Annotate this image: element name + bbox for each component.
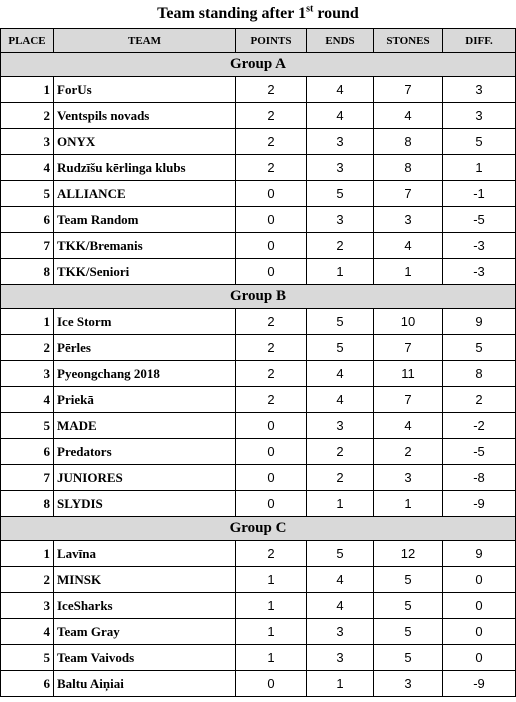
cell-points: 0 [236,259,307,285]
cell-team: MADE [54,413,236,439]
table-row [1,103,516,129]
cell-ends: 4 [307,593,374,619]
table-row [1,309,516,335]
cell-place: 6 [1,207,54,233]
cell-place: 6 [1,671,54,697]
cell-team: TKK/Bremanis [54,233,236,259]
cell-place: 4 [1,155,54,181]
cell-team: ForUs [54,77,236,103]
cell-team: SLYDIS [54,491,236,517]
table-row [1,671,516,697]
cell-team: Rudzīšu kērlinga klubs [54,155,236,181]
table-row [1,645,516,671]
title-main: Team standing after 1 [157,5,307,22]
standings-table [0,28,516,697]
header-team: TEAM [54,29,236,53]
cell-points: 2 [236,77,307,103]
cell-points: 2 [236,129,307,155]
cell-diff: 0 [443,619,516,645]
cell-diff: 8 [443,361,516,387]
table-row [1,413,516,439]
cell-team: IceSharks [54,593,236,619]
cell-stones: 3 [374,207,443,233]
cell-diff: -9 [443,671,516,697]
cell-points: 0 [236,671,307,697]
cell-place: 5 [1,181,54,207]
cell-team: Predators [54,439,236,465]
cell-place: 2 [1,567,54,593]
cell-ends: 4 [307,103,374,129]
cell-stones: 5 [374,567,443,593]
cell-place: 1 [1,309,54,335]
cell-stones: 7 [374,387,443,413]
cell-team: TKK/Seniori [54,259,236,285]
cell-ends: 3 [307,645,374,671]
cell-ends: 3 [307,155,374,181]
cell-points: 2 [236,387,307,413]
cell-stones: 5 [374,645,443,671]
cell-ends: 3 [307,129,374,155]
cell-diff: 2 [443,387,516,413]
cell-points: 1 [236,567,307,593]
header-place: PLACE [1,29,54,53]
table-row [1,259,516,285]
cell-team: JUNIORES [54,465,236,491]
group-header-row [1,53,516,77]
title-superscript: st [306,3,314,15]
cell-ends: 1 [307,259,374,285]
group-header-row [1,517,516,541]
cell-diff: 0 [443,567,516,593]
cell-place: 5 [1,645,54,671]
cell-stones: 3 [374,671,443,697]
cell-stones: 11 [374,361,443,387]
cell-points: 2 [236,361,307,387]
cell-place: 6 [1,439,54,465]
table-row [1,593,516,619]
cell-points: 1 [236,645,307,671]
cell-stones: 2 [374,439,443,465]
title-rest: round [313,5,359,22]
cell-place: 3 [1,129,54,155]
cell-diff: 5 [443,335,516,361]
cell-place: 1 [1,541,54,567]
cell-diff: -5 [443,207,516,233]
cell-ends: 5 [307,181,374,207]
cell-team: Pyeongchang 2018 [54,361,236,387]
cell-team: Team Random [54,207,236,233]
cell-points: 2 [236,335,307,361]
cell-place: 2 [1,335,54,361]
cell-place: 7 [1,233,54,259]
cell-stones: 4 [374,103,443,129]
table-row [1,567,516,593]
cell-stones: 8 [374,129,443,155]
table-header [1,29,516,53]
cell-points: 1 [236,619,307,645]
cell-ends: 2 [307,233,374,259]
cell-points: 2 [236,155,307,181]
cell-ends: 5 [307,541,374,567]
cell-ends: 4 [307,361,374,387]
cell-team: Lavīna [54,541,236,567]
cell-team: Ice Storm [54,309,236,335]
table-row [1,465,516,491]
cell-ends: 2 [307,439,374,465]
cell-stones: 8 [374,155,443,181]
table-row [1,387,516,413]
cell-diff: 9 [443,541,516,567]
cell-diff: -8 [443,465,516,491]
group-header-row [1,285,516,309]
header-stones: STONES [374,29,443,53]
table-row [1,77,516,103]
header-diff: DIFF. [443,29,516,53]
cell-place: 1 [1,77,54,103]
cell-diff: -2 [443,413,516,439]
header-ends: ENDS [307,29,374,53]
cell-stones: 7 [374,335,443,361]
cell-diff: -3 [443,233,516,259]
cell-place: 3 [1,361,54,387]
cell-diff: 1 [443,155,516,181]
cell-points: 0 [236,439,307,465]
header-row [1,29,516,53]
table-row [1,439,516,465]
cell-team: Baltu Aiņiai [54,671,236,697]
cell-place: 7 [1,465,54,491]
cell-stones: 1 [374,491,443,517]
cell-ends: 4 [307,567,374,593]
table-row [1,129,516,155]
cell-stones: 7 [374,77,443,103]
cell-points: 0 [236,413,307,439]
cell-ends: 2 [307,465,374,491]
cell-diff: -3 [443,259,516,285]
header-points: POINTS [236,29,307,53]
cell-ends: 3 [307,619,374,645]
cell-points: 1 [236,593,307,619]
cell-team: Priekā [54,387,236,413]
table-row [1,541,516,567]
cell-diff: 3 [443,103,516,129]
cell-points: 0 [236,491,307,517]
cell-stones: 1 [374,259,443,285]
cell-ends: 1 [307,491,374,517]
table-row [1,155,516,181]
cell-place: 8 [1,259,54,285]
table-row [1,491,516,517]
cell-place: 8 [1,491,54,517]
cell-diff: -5 [443,439,516,465]
cell-place: 3 [1,593,54,619]
cell-team: Team Vaivods [54,645,236,671]
cell-stones: 4 [374,413,443,439]
cell-points: 2 [236,103,307,129]
cell-team: Ventspils novads [54,103,236,129]
cell-points: 2 [236,309,307,335]
cell-diff: 0 [443,645,516,671]
cell-points: 0 [236,207,307,233]
cell-team: Team Gray [54,619,236,645]
cell-team: Pērles [54,335,236,361]
cell-team: ONYX [54,129,236,155]
cell-team: MINSK [54,567,236,593]
cell-stones: 12 [374,541,443,567]
cell-stones: 3 [374,465,443,491]
cell-diff: 0 [443,593,516,619]
cell-points: 0 [236,233,307,259]
cell-diff: 9 [443,309,516,335]
group-title: Group B [1,285,516,309]
cell-place: 5 [1,413,54,439]
cell-ends: 3 [307,413,374,439]
cell-ends: 5 [307,335,374,361]
cell-ends: 3 [307,207,374,233]
table-row [1,181,516,207]
cell-stones: 4 [374,233,443,259]
table-row [1,233,516,259]
page-title [0,0,516,28]
table-body [1,53,516,697]
cell-ends: 5 [307,309,374,335]
cell-points: 0 [236,465,307,491]
cell-ends: 1 [307,671,374,697]
table-row [1,619,516,645]
cell-team: ALLIANCE [54,181,236,207]
cell-stones: 10 [374,309,443,335]
cell-diff: 5 [443,129,516,155]
cell-diff: 3 [443,77,516,103]
cell-ends: 4 [307,387,374,413]
group-title: Group A [1,53,516,77]
cell-place: 4 [1,387,54,413]
cell-stones: 5 [374,619,443,645]
group-title: Group C [1,517,516,541]
cell-place: 2 [1,103,54,129]
table-row [1,361,516,387]
cell-place: 4 [1,619,54,645]
cell-ends: 4 [307,77,374,103]
cell-diff: -9 [443,491,516,517]
table-row [1,335,516,361]
table-row [1,207,516,233]
cell-stones: 5 [374,593,443,619]
cell-points: 0 [236,181,307,207]
cell-stones: 7 [374,181,443,207]
cell-points: 2 [236,541,307,567]
cell-diff: -1 [443,181,516,207]
